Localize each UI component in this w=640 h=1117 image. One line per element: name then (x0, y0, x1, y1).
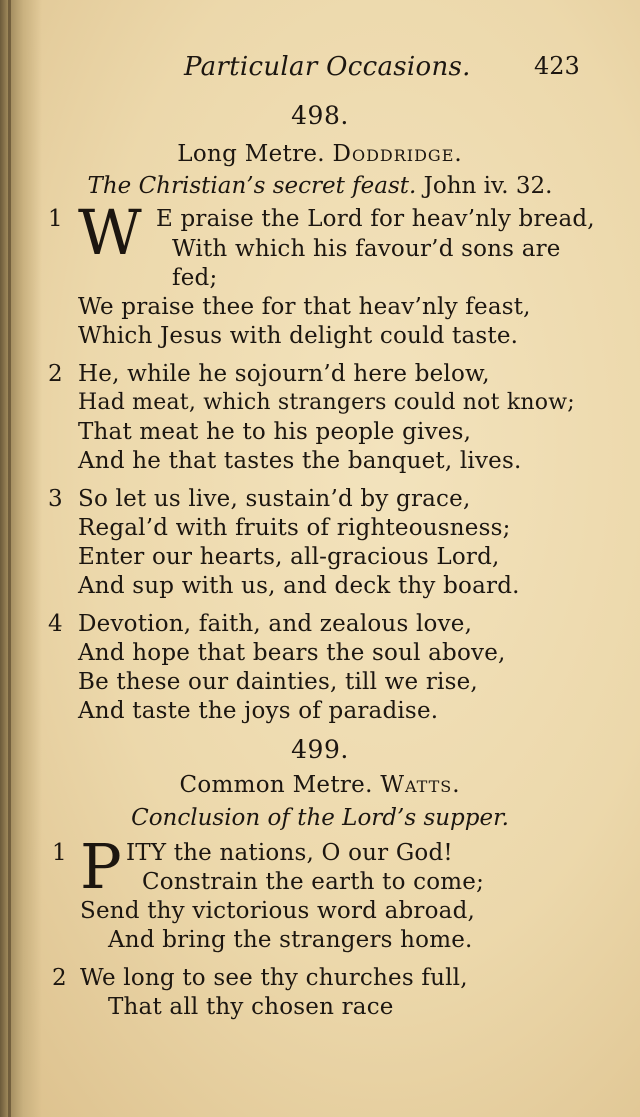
hymn-subtitle-line (40, 805, 600, 831)
verse-line: Regal’d with fruits of righteousness; (78, 515, 511, 541)
hymn-number: 499. (291, 735, 349, 764)
hymn-meter-line (40, 772, 600, 798)
hymn-number: 498. (291, 101, 349, 130)
verse-line: That meat he to his people gives, (78, 419, 472, 445)
verse-line: And hope that bears the soul above, (78, 640, 506, 666)
verse-line: Constrain the earth to come; (142, 869, 485, 895)
verse-line: With which his favour’d sons are (172, 236, 561, 262)
verse-line: We long to see thy churches full, (80, 965, 468, 991)
hymn-meter-line (40, 141, 600, 167)
verse-line: And taste the joys of paradise. (78, 698, 439, 724)
drop-cap: W (78, 196, 142, 269)
verse-line: Send thy victorious word abroad, (80, 898, 476, 924)
verse-line: That all thy chosen race (108, 994, 394, 1020)
binding-edge (8, 0, 11, 1117)
hymn-reference: John iv. 32. (423, 173, 553, 199)
verse-line: E praise the Lord for heav’nly bread, (156, 206, 595, 232)
hymn-meter: Common Metre. (179, 772, 373, 798)
verse-line: And he that tastes the banquet, lives. (78, 448, 522, 474)
verse-line: fed; (172, 265, 218, 291)
verse-line: Enter our hearts, all-gracious Lord, (78, 544, 500, 570)
stanza-number: 2 (52, 965, 67, 991)
verse-line: And sup with us, and deck thy board. (78, 573, 520, 599)
page-gutter (0, 0, 42, 1117)
drop-cap: P (80, 830, 122, 903)
verse-line: Be these our dainties, till we rise, (78, 669, 478, 695)
verse-line: ITY the nations, O our God! (126, 840, 453, 866)
stanza-number: 4 (48, 611, 63, 637)
hymn-author: Doddridge. (332, 141, 463, 167)
verse-line: And bring the strangers home. (108, 927, 473, 953)
verse-line: Had meat, which strangers could not know; (78, 390, 575, 415)
hymn-author: Watts. (380, 772, 461, 798)
verse-line: We praise thee for that heav’nly feast, (78, 294, 531, 320)
stanza-number: 1 (52, 840, 67, 866)
verse-line: Which Jesus with delight could taste. (78, 323, 519, 349)
page-number: 423 (534, 52, 580, 80)
stanza-number: 1 (48, 206, 63, 232)
hymn-meter: Long Metre. (177, 141, 325, 167)
verse-line: So let us live, sustain’d by grace, (78, 486, 471, 512)
stanza-number: 3 (48, 486, 63, 512)
stanza-number: 2 (48, 361, 63, 387)
hymn-subtitle: Conclusion of the Lord’s supper. (131, 805, 509, 831)
verse-line: He, while he sojourn’d here below, (78, 361, 490, 387)
hymn-subtitle: The Christian’s secret feast. (87, 173, 417, 199)
running-head (0, 52, 640, 86)
verse-line: Devotion, faith, and zealous love, (78, 611, 473, 637)
running-head-title: Particular Occasions. (184, 52, 471, 82)
